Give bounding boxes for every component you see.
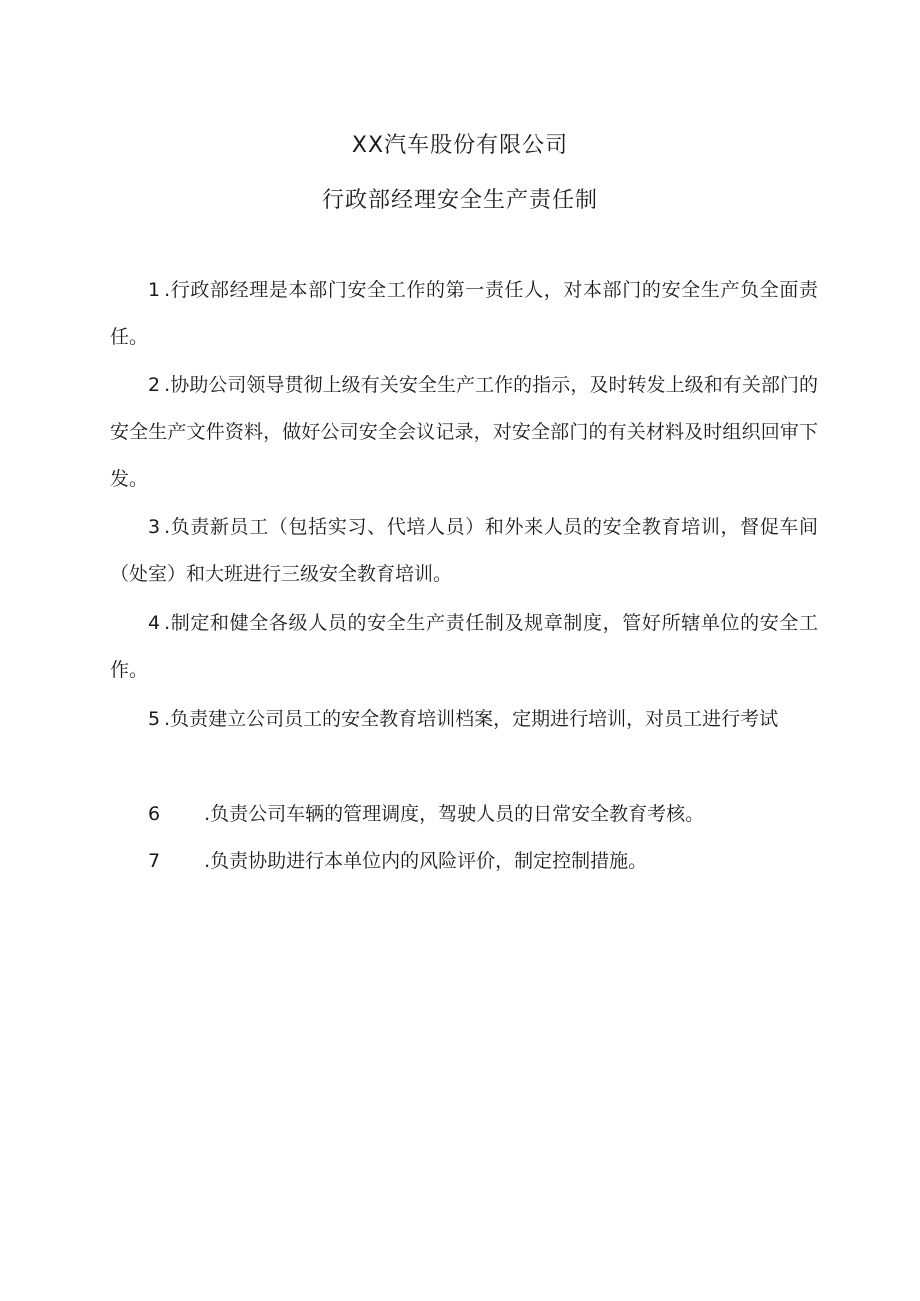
item-number: 7 [148,850,161,872]
item-number: 5 [148,708,161,730]
list-item [110,504,818,598]
item-text: .负责协助进行本单位内的风险评价，制定控制措施。 [204,850,648,872]
item-number: 1 [148,279,161,301]
item-text: .制定和健全各级人员的安全生产责任制及规章制度，管好所辖单位的安全工作。 [110,612,818,681]
item-text: .负责公司车辆的管理调度，驾驶人员的日常安全教育考核。 [204,803,705,825]
list-item [110,838,818,885]
document-title: 行政部经理安全生产责任制 [321,188,598,213]
item-number: 6 [148,803,161,825]
item-number: 2 [148,374,161,396]
item-text: .行政部经理是本部门安全工作的第一责任人，对本部门的安全生产负全面责任。 [110,279,818,348]
list-item [110,267,818,361]
item-text: .协助公司领导贯彻上级有关安全生产工作的指示，及时转发上级和有关部门的安全生产文件资料，做好公司安全会议记录，对安全部门的有关材料及时组织回审下发。 [110,374,818,490]
list-item [110,362,818,503]
list-item [110,791,818,838]
item-text: .负责新员工（包括实习、代培人员）和外来人员的安全教育培训，督促车间（处室）和大班进行三级安全教育培训。 [110,516,818,585]
list-item [110,600,818,694]
item-number: 3 [148,516,161,538]
company-name: XX汽车股份有限公司 [351,133,569,158]
item-number: 4 [148,612,161,634]
item-text: .负责建立公司员工的安全教育培训档案，定期进行培训，对员工进行考试 [164,708,779,730]
list-item [110,696,818,743]
